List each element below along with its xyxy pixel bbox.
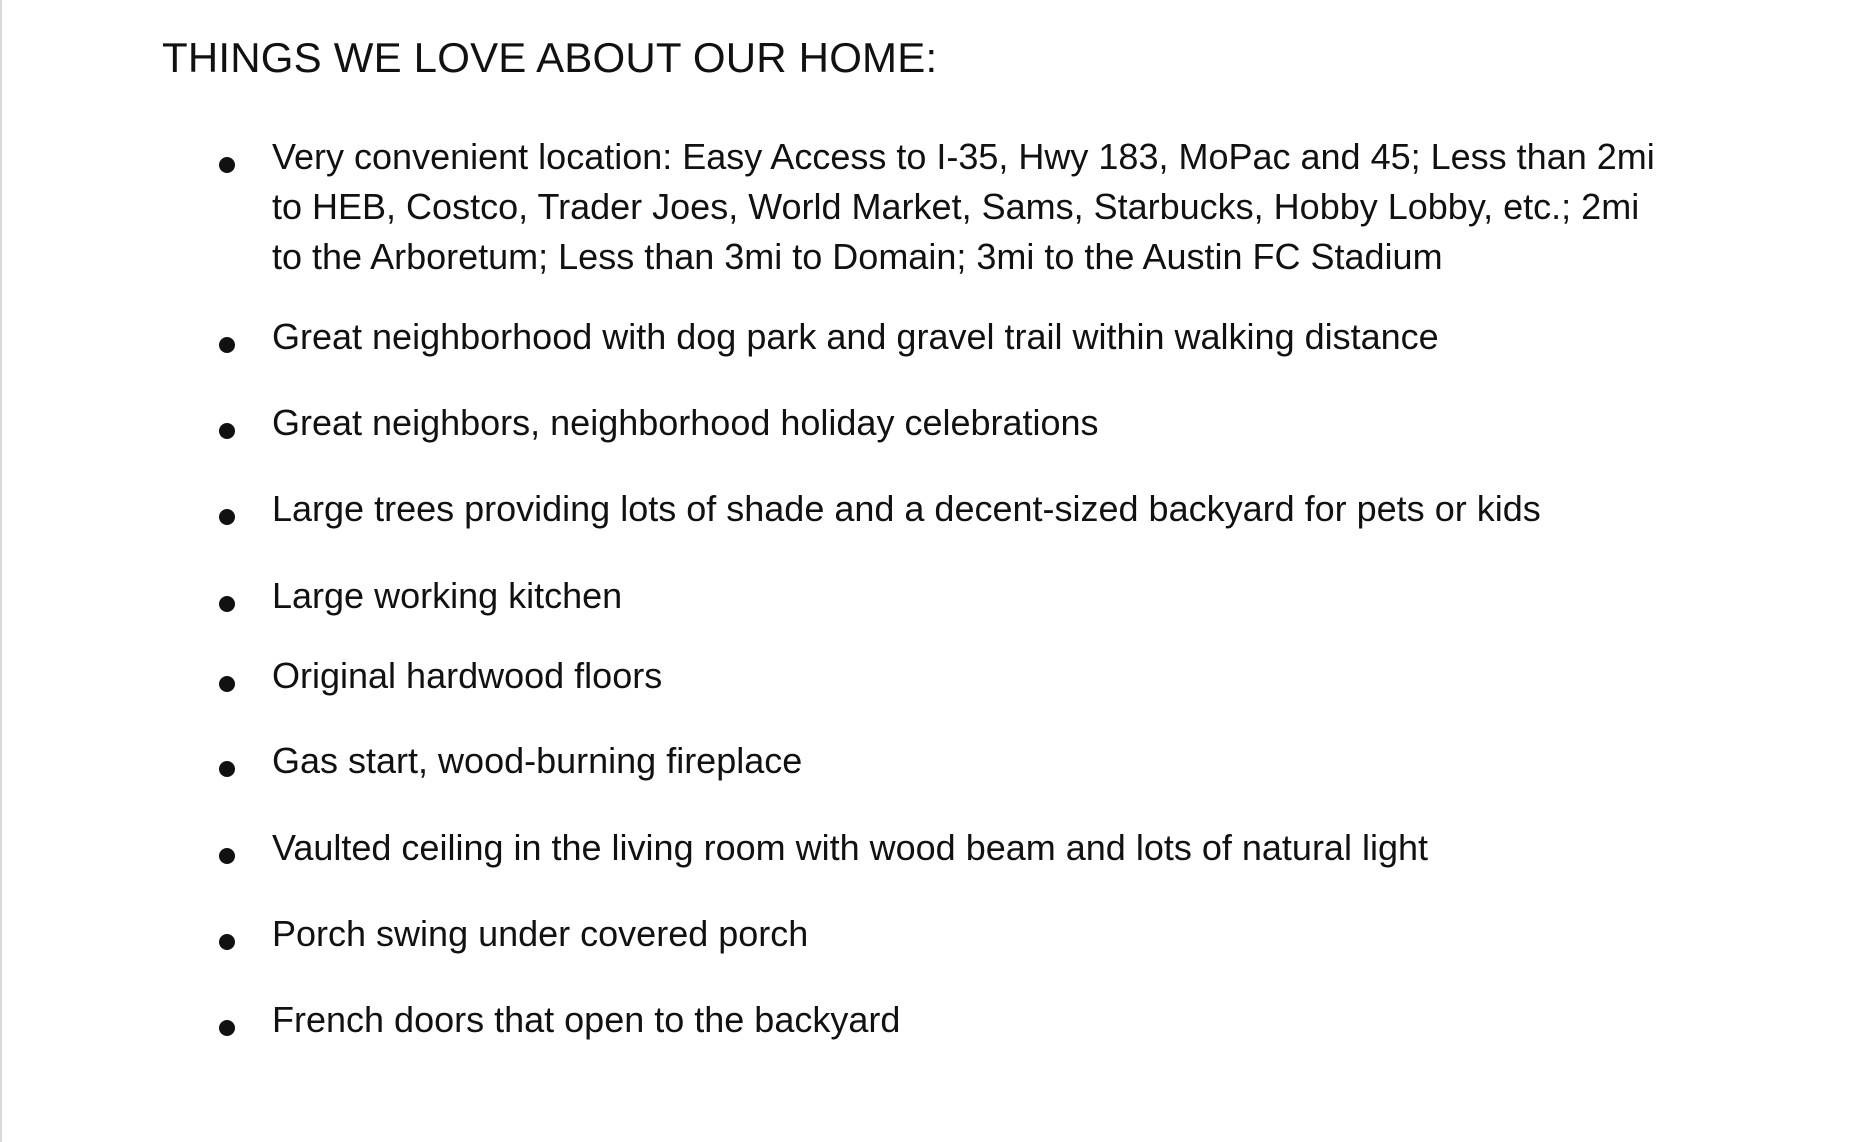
list-item-line: Original hardwood floors: [272, 655, 663, 696]
list-item-line: French doors that open to the backyard: [272, 999, 901, 1040]
bullet-icon: [219, 934, 235, 950]
list-item-line: Gas start, wood-burning fireplace: [272, 740, 803, 781]
bullet-icon: [219, 676, 235, 692]
bullet-icon: [219, 157, 235, 173]
list-item-line: Vaulted ceiling in the living room with wood beam and lots of natural light: [272, 827, 1428, 868]
list-item-line: Very convenient location: Easy Access to I-35, Hwy 183, MoPac and 45; Less than 2mi: [272, 136, 1655, 177]
bullet-icon: [219, 423, 235, 439]
list-item-line: Great neighborhood with dog park and gravel trail within walking distance: [272, 316, 1439, 357]
list-item-text: [272, 651, 1672, 701]
list-item-text: [272, 312, 1672, 362]
list-item-text: [272, 484, 1672, 534]
bullet-icon: [219, 1020, 235, 1036]
bullet-icon: [219, 848, 235, 864]
list-item-line: Large trees providing lots of shade and a decent-sized backyard for pets or kids: [272, 488, 1541, 529]
list-item-line: to HEB, Costco, Trader Joes, World Market, Sams, Starbucks, Hobby Lobby, etc.; 2mi: [272, 186, 1640, 227]
list-item-text: [272, 132, 1672, 282]
list-item-line: Porch swing under covered porch: [272, 913, 809, 954]
page-title: THINGS WE LOVE ABOUT OUR HOME:: [162, 34, 938, 81]
list-item-line: Large working kitchen: [272, 575, 623, 616]
list-item-text: [272, 823, 1672, 873]
list-item-text: [272, 995, 1672, 1045]
list-item-text: [272, 398, 1672, 448]
list-item-line: Great neighbors, neighborhood holiday celebrations: [272, 402, 1099, 443]
list-item-text: [272, 571, 1672, 621]
bullet-icon: [219, 337, 235, 353]
list-item-text: [272, 909, 1672, 959]
list-item-text: [272, 736, 1672, 786]
bullet-icon: [219, 509, 235, 525]
bullet-icon: [219, 761, 235, 777]
bullet-icon: [219, 596, 235, 612]
list-item-line: to the Arboretum; Less than 3mi to Domain; 3mi to the Austin FC Stadium: [272, 236, 1443, 277]
